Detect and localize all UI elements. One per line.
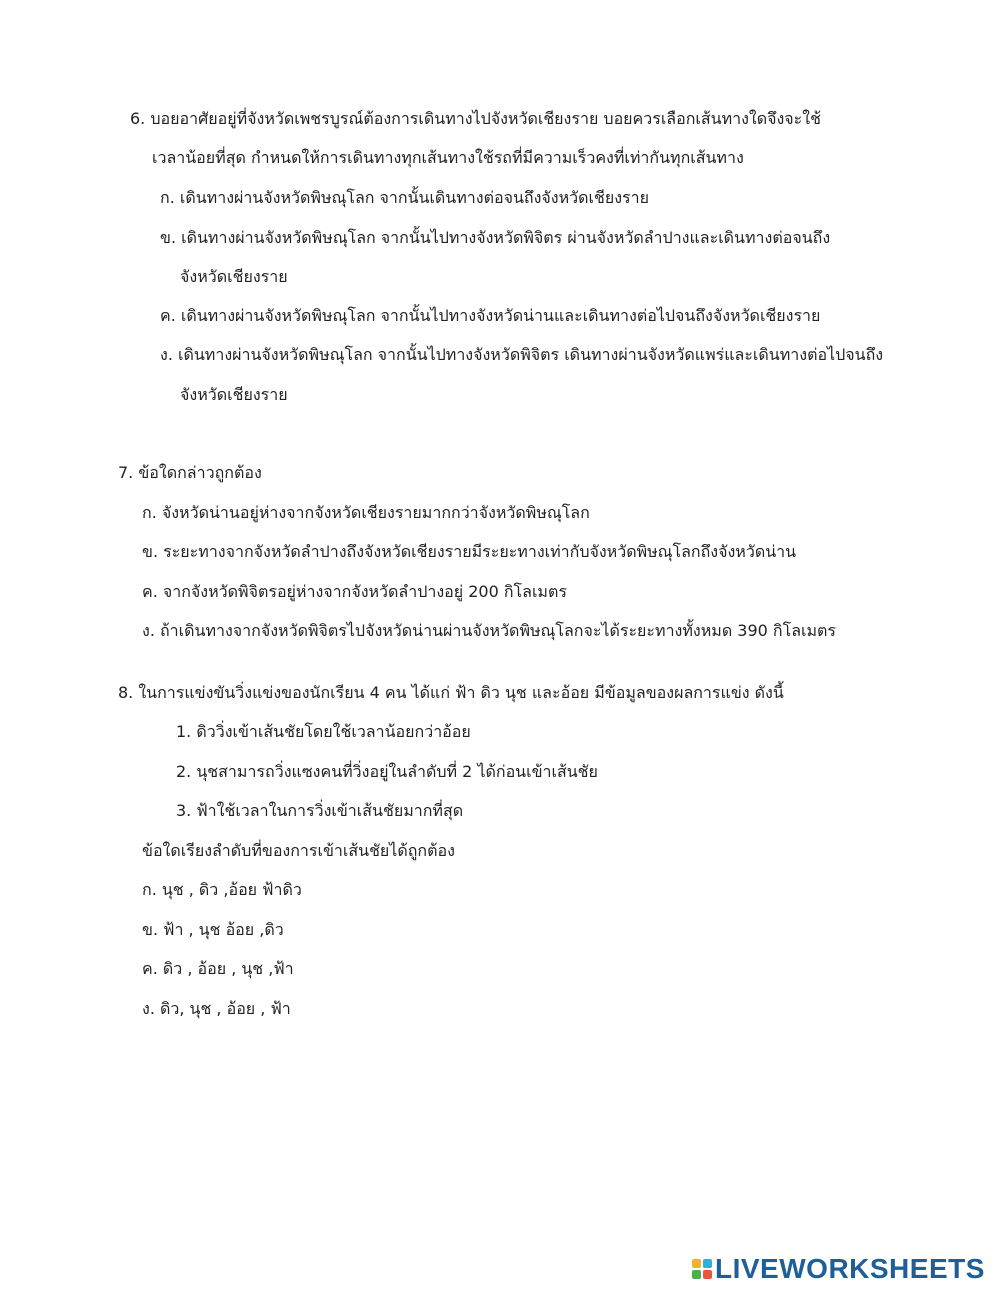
q8-choice-a: ก. นุช , ดิว ,อ้อย ฟ้าดิว	[142, 880, 302, 899]
q8-question: 8. ในการแข่งขันวิ่งแข่งของนักเรียน 4 คน ได้แก่ ฟ้า ดิว นุช และอ้อย มีข้อมูลของผลการแข่ง ดังนี้	[118, 683, 784, 702]
q6-choice-b-cont: จังหวัดเชียงราย	[180, 267, 288, 286]
q8-choice-b: ข. ฟ้า , นุช อ้อย ,ดิว	[142, 920, 284, 939]
q8-choice-c: ค. ดิว , อ้อย , นุช ,ฟ้า	[142, 959, 294, 978]
q6-question-line1: 6. บอยอาศัยอยู่ที่จังหวัดเพชรบูรณ์ต้องการเดินทางไปจังหวัดเชียงราย บอยควรเลือกเส้นทางใดจึงจะใช้	[130, 109, 821, 128]
logo-text: LIVEWORKSHEETS	[715, 1253, 985, 1284]
liveworksheets-logo	[692, 1252, 985, 1286]
logo-square-3	[692, 1270, 701, 1279]
q6-choice-b: ข. เดินทางผ่านจังหวัดพิษณุโลก จากนั้นไปทางจังหวัดพิจิตร ผ่านจังหวัดลำปางและเดินทางต่อจนถึง	[160, 228, 831, 247]
q8-fact-1: 1. ดิววิ่งเข้าเส้นชัยโดยใช้เวลาน้อยกว่าอ้อย	[176, 722, 471, 741]
q8-fact-2: 2. นุชสามารถวิ่งแซงคนที่วิ่งอยู่ในลำดับที่ 2 ได้ก่อนเข้าเส้นชัย	[176, 762, 598, 781]
logo-square-4	[703, 1270, 712, 1279]
q8-fact-3: 3. ฟ้าใช้เวลาในการวิ่งเข้าเส้นชัยมากที่สุด	[176, 801, 464, 820]
q6-choice-c: ค. เดินทางผ่านจังหวัดพิษณุโลก จากนั้นไปทางจังหวัดน่านและเดินทางต่อไปจนถึงจังหวัดเชียงราย	[160, 306, 821, 325]
q7-choice-a: ก. จังหวัดน่านอยู่ห่างจากจังหวัดเชียงรายมากกว่าจังหวัดพิษณุโลก	[142, 503, 590, 522]
q6-choice-d: ง. เดินทางผ่านจังหวัดพิษณุโลก จากนั้นไปทางจังหวัดพิจิตร เดินทางผ่านจังหวัดแพร่และเดินทางต่อไปจนถึง	[160, 345, 884, 364]
q7-choice-b: ข. ระยะทางจากจังหวัดลำปางถึงจังหวัดเชียงรายมีระยะทางเท่ากับจังหวัดพิษณุโลกถึงจังหวัดน่าน	[142, 542, 797, 561]
q6-question-line2: เวลาน้อยที่สุด กำหนดให้การเดินทางทุกเส้นทางใช้รถที่มีความเร็วคงที่เท่ากันทุกเส้นทาง	[152, 148, 744, 167]
q6-choice-a: ก. เดินทางผ่านจังหวัดพิษณุโลก จากนั้นเดินทางต่อจนถึงจังหวัดเชียงราย	[160, 188, 649, 207]
logo-square-1	[692, 1259, 701, 1268]
q7-choice-d: ง. ถ้าเดินทางจากจังหวัดพิจิตรไปจังหวัดน่านผ่านจังหวัดพิษณุโลกจะได้ระยะทางทั้งหมด 390 กิโลเมตร	[142, 621, 837, 640]
q7-question: 7. ข้อใดกล่าวถูกต้อง	[118, 463, 262, 482]
q6-choice-d-cont: จังหวัดเชียงราย	[180, 385, 288, 404]
logo-square-2	[703, 1259, 712, 1268]
q7-choice-c: ค. จากจังหวัดพิจิตรอยู่ห่างจากจังหวัดลำปางอยู่ 200 กิโลเมตร	[142, 582, 567, 601]
logo-mark-icon	[692, 1259, 712, 1279]
q8-prompt: ข้อใดเรียงลำดับที่ของการเข้าเส้นชัยได้ถูกต้อง	[142, 841, 455, 860]
q8-choice-d: ง. ดิว, นุช , อ้อย , ฟ้า	[142, 999, 291, 1018]
